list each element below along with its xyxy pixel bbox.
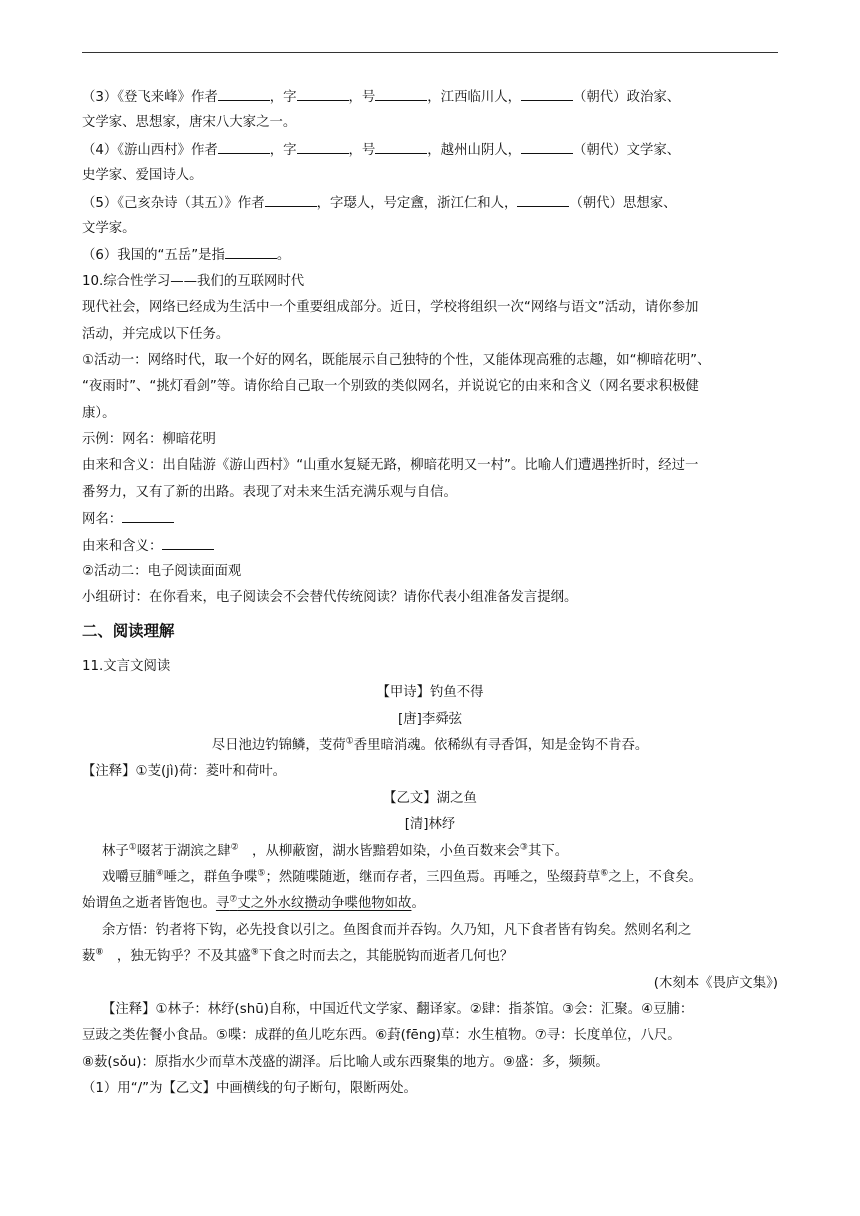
q10-activity-1-cont: “夜雨时”、“挑灯看剑”等。请你给自己取一个别致的类似网名，并说说它的由来和含义（网名要求积极健 [82, 379, 699, 395]
footnote-marker: ① [128, 842, 137, 853]
answer-blank[interactable] [521, 137, 573, 154]
answer-blank[interactable] [218, 137, 270, 154]
q10-origin-cont: 番努力，又有了新的出路。表现了对未来生活充满乐观与自信。 [82, 484, 457, 500]
poem-author: [唐]李舜弦 [397, 711, 462, 727]
footnote-marker: ⑦ [229, 894, 238, 905]
text-source: (木刻本《畏庐文集》) [653, 975, 778, 991]
poem-body: 尽日池边钓锦鳞，芰荷①香里暗消魂。依稀纵有寻香饵，知是金钩不肯吞。 [211, 736, 649, 753]
q10-discuss: 小组研讨：在你看来，电子阅读会不会替代传统阅读？请你代表小组准备发言提纲。 [82, 590, 578, 606]
q9-item-4: （4）《游山西村》作者 ，字 ，号 ，越州山阴人， （朝代）文学家、 [82, 137, 778, 163]
q10-activity-1: ①活动一：网络时代，取一个好的网名，既能展示自己独特的个性，又能体现高雅的志趣，如“柳暗花明”、 [82, 352, 711, 368]
answer-blank[interactable] [218, 84, 270, 101]
q10-origin: 由来和含义：出自陆游《游山西村》“山重水复疑无路，柳暗花明又一村”。比喻人们遭遇挫折时，经过一 [82, 458, 699, 474]
q10-title: 10.综合性学习——我们的互联网时代 [82, 273, 305, 289]
answer-blank[interactable] [375, 84, 427, 101]
footnote-marker: ⑤ [257, 868, 266, 879]
document-body [82, 84, 778, 1102]
poem-title: 【甲诗】钓鱼不得 [376, 685, 484, 701]
footnote-marker: ⑧ [95, 947, 104, 958]
text-paragraph-2: 戏嚼豆脯④唾之，群鱼争喋⑤；然随喋随逝，继而存者，三四鱼焉。再唾之，坠缀葑草⑥之上，不食矣。 [102, 868, 703, 885]
q11-title: 11.文言文阅读 [82, 658, 171, 674]
text-title: 【乙文】湖之鱼 [383, 790, 477, 806]
answer-blank[interactable] [521, 84, 573, 101]
poem-note: 【注释】①芰(jì)荷：菱叶和荷叶。 [82, 764, 286, 780]
header-rule [82, 52, 778, 53]
underlined-sentence: 寻⑦丈之外水纹攒动争喋他物如故 [215, 894, 412, 912]
q10-meaning-answer: 由来和含义： [82, 533, 778, 559]
q10-example: 示例：网名：柳暗花明 [82, 432, 216, 448]
answer-blank[interactable] [265, 190, 317, 207]
section-heading: 二、阅读理解 [82, 621, 175, 640]
footnote-marker: ① [345, 736, 354, 747]
q9-item-3-cont: 文学家、思想家，唐宋八大家之一。 [82, 115, 297, 131]
footnote-marker: ⑥ [600, 868, 609, 879]
answer-blank[interactable] [162, 533, 214, 550]
q11-question-1: （1）用“/”为【乙文】中画横线的句子断句，限断两处。 [82, 1081, 417, 1097]
answer-blank[interactable] [375, 137, 427, 154]
answer-blank[interactable] [297, 84, 349, 101]
text-notes-cont: ⑧薮(sǒu)：原指水少而草木茂盛的湖泽。后比喻人或东西聚集的地方。⑨盛：多，频频。 [82, 1054, 609, 1070]
q9-item-3: （3）《登飞来峰》作者 ，字 ，号 ，江西临川人， （朝代）政治家、 [82, 84, 778, 110]
text-paragraph-2-cont: 始谓鱼之逝者皆饱也。寻⑦丈之外水纹攒动争喋他物如故。 [82, 894, 425, 912]
q9-item-5: （5）《己亥杂诗（其五）》作者 ，字璱人，号定盦，浙江仁和人， （朝代）思想家、 [82, 190, 778, 216]
footnote-marker: ⑨ [250, 947, 259, 958]
q10-intro-cont: 活动，并完成以下任务。 [82, 326, 230, 342]
footnote-marker: ② [230, 842, 239, 853]
q9-item-5-cont: 文学家。 [82, 220, 136, 236]
text-author: [清]林纾 [404, 817, 456, 833]
answer-blank[interactable] [297, 137, 349, 154]
text-paragraph-3-cont: 薮⑧ ，独无钩乎？不及其盛⑨下食之时而去之，其能脱钩而逝者几何也？ [82, 947, 514, 965]
text-paragraph-3: 余方悟：钓者将下钩，必先投食以引之。鱼图食而并吞钩。久乃知，凡下食者皆有钩矣。然则名利之 [102, 922, 692, 938]
answer-blank[interactable] [122, 506, 174, 523]
q10-activity-2: ②活动二：电子阅读面面观 [82, 564, 242, 580]
text-paragraph-1: 林子①啜茗于湖滨之肆② ，从柳蔽窗，湖水皆黯碧如染，小鱼百数来会③其下。 [102, 842, 569, 859]
q10-activity-1-cont: 康）。 [82, 405, 116, 421]
text-notes-cont: 豆豉之类佐餐小食品。⑤喋：成群的鱼儿吃东西。⑥葑(fēng)草：水生植物。⑦寻：长度单位，八尺。 [82, 1028, 681, 1044]
answer-blank[interactable] [225, 242, 277, 259]
q9-item-4-cont: 史学家、爱国诗人。 [82, 168, 203, 184]
footnote-marker: ③ [519, 842, 528, 853]
text-notes: 【注释】①林子：林纾(shū)自称，中国近代文学家、翻译家。②肆：指茶馆。③会：汇聚。④豆脯： [102, 1001, 694, 1017]
answer-blank[interactable] [517, 190, 569, 207]
q10-intro: 现代社会，网络已经成为生活中一个重要组成部分。近日，学校将组织一次“网络与语文”活动，请你参加 [82, 300, 699, 316]
footnote-marker: ④ [155, 868, 164, 879]
q9-item-6: （6）我国的“五岳”是指 。 [82, 242, 778, 268]
q10-name-answer: 网名： [82, 506, 778, 532]
